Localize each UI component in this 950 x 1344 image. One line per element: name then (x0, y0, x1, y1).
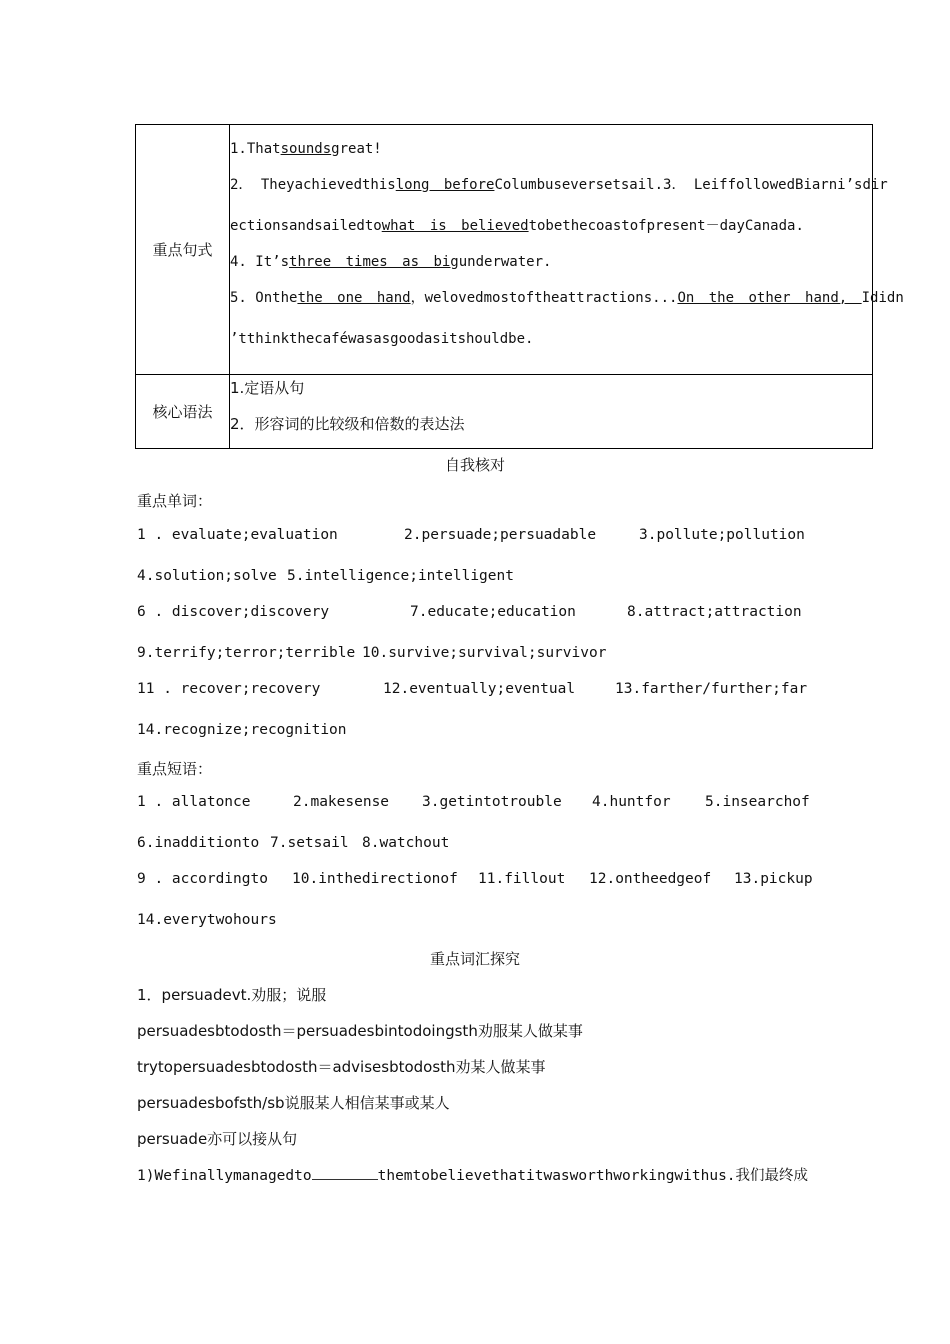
exercise-1: 1)Wefinallymanagedto themtobelievethatitwasworthworkingwithus.我们最终成 (137, 1168, 809, 1184)
phrase-12: 12.ontheedgeof (589, 871, 712, 887)
phrase-14: 14.everytwohours (137, 912, 277, 928)
answer-blank[interactable] (312, 1167, 378, 1180)
words-heading: 重点单词： (137, 492, 213, 510)
word-4: 4.solution;solve (137, 568, 277, 584)
core-grammar-label: 核心语法 (136, 375, 230, 449)
sentence-1: 1.Thatsoundsgreat! (230, 140, 382, 157)
word-8: 8.attract;attraction (627, 604, 802, 620)
sentence-5-cont: ’tthinkthecaféwasasgoodasitshouldbe. (230, 330, 534, 347)
word-10: 10.survive;survival;survivor (362, 645, 607, 661)
key-sentences-content (230, 125, 904, 375)
word-14: 14.recognize;recognition (137, 722, 347, 738)
word-6: 6 . discover;discovery (137, 604, 330, 620)
vocab-line-2: persuadesbtodosth＝persuadesbintodoingsth劝服某人做某事 (137, 1022, 583, 1040)
phrase-8: 8.watchout (362, 835, 450, 851)
vocab-line-1: 1．persuadevt.劝服；说服 (137, 986, 327, 1004)
phrase-1: 1 . allatonce (137, 794, 251, 810)
word-7: 7.educate;education (410, 604, 576, 620)
vocab-line-5: persuade亦可以接从句 (137, 1130, 298, 1148)
vocab-line-3: trytopersuadesbtodosth＝advisesbtodosth劝某人做某事 (137, 1058, 546, 1076)
phrase-4: 4.huntfor (592, 794, 671, 810)
word-2: 2.persuade;persuadable (404, 527, 597, 543)
phrase-13: 13.pickup (734, 871, 813, 887)
word-13: 13.farther/further;far (615, 681, 808, 697)
phrase-5: 5.insearchof (705, 794, 810, 810)
phrase-3: 3.getintotrouble (422, 794, 562, 810)
word-1: 1 . evaluate;evaluation (137, 527, 338, 543)
sentence-3: ectionsandsailedtowhat is believedtobethecoastofpresent－dayCanada. (230, 217, 804, 234)
sentence-2: 2． Theyachievedthislong beforeColumbuseversetsail.3． LeiffollowedBiarni’sdir (230, 176, 888, 193)
word-12: 12.eventually;eventual (383, 681, 576, 697)
vocab-section-title: 重点词汇探究 (429, 950, 520, 968)
key-sentences-label: 重点句式 (136, 125, 230, 375)
phrase-11: 11.fillout (478, 871, 566, 887)
word-3: 3.pollute;pollution (639, 527, 805, 543)
core-grammar-row (136, 375, 873, 449)
phrase-2: 2.makesense (293, 794, 390, 810)
word-5: 5.intelligence;intelligent (287, 568, 514, 584)
grammar-1: 1.定语从句 (230, 378, 305, 397)
phrase-9: 9 . accordingto (137, 871, 268, 887)
phrase-6: 6.inadditionto (137, 835, 260, 851)
key-sentences-row (136, 125, 873, 375)
phrase-7: 7.setsail (270, 835, 349, 851)
self-check-title: 自我核对 (444, 456, 505, 474)
word-11: 11 . recover;recovery (137, 681, 321, 697)
vocab-line-4: persuadesbofsth/sb说服某人相信某事或某人 (137, 1094, 450, 1112)
summary-table (135, 124, 904, 449)
sentence-5: 5. Onthethe one hand，welovedmostoftheattractions...On the other hand, Ididn (230, 289, 904, 306)
core-grammar-content (230, 375, 873, 449)
sentence-4: 4. It’sthree times as bigunderwater. (230, 253, 552, 270)
word-9: 9.terrify;terror;terrible (137, 645, 356, 661)
phrase-10: 10.inthedirectionof (292, 871, 458, 887)
grammar-2: 2．形容词的比较级和倍数的表达法 (230, 414, 465, 433)
phrases-heading: 重点短语： (137, 760, 213, 778)
